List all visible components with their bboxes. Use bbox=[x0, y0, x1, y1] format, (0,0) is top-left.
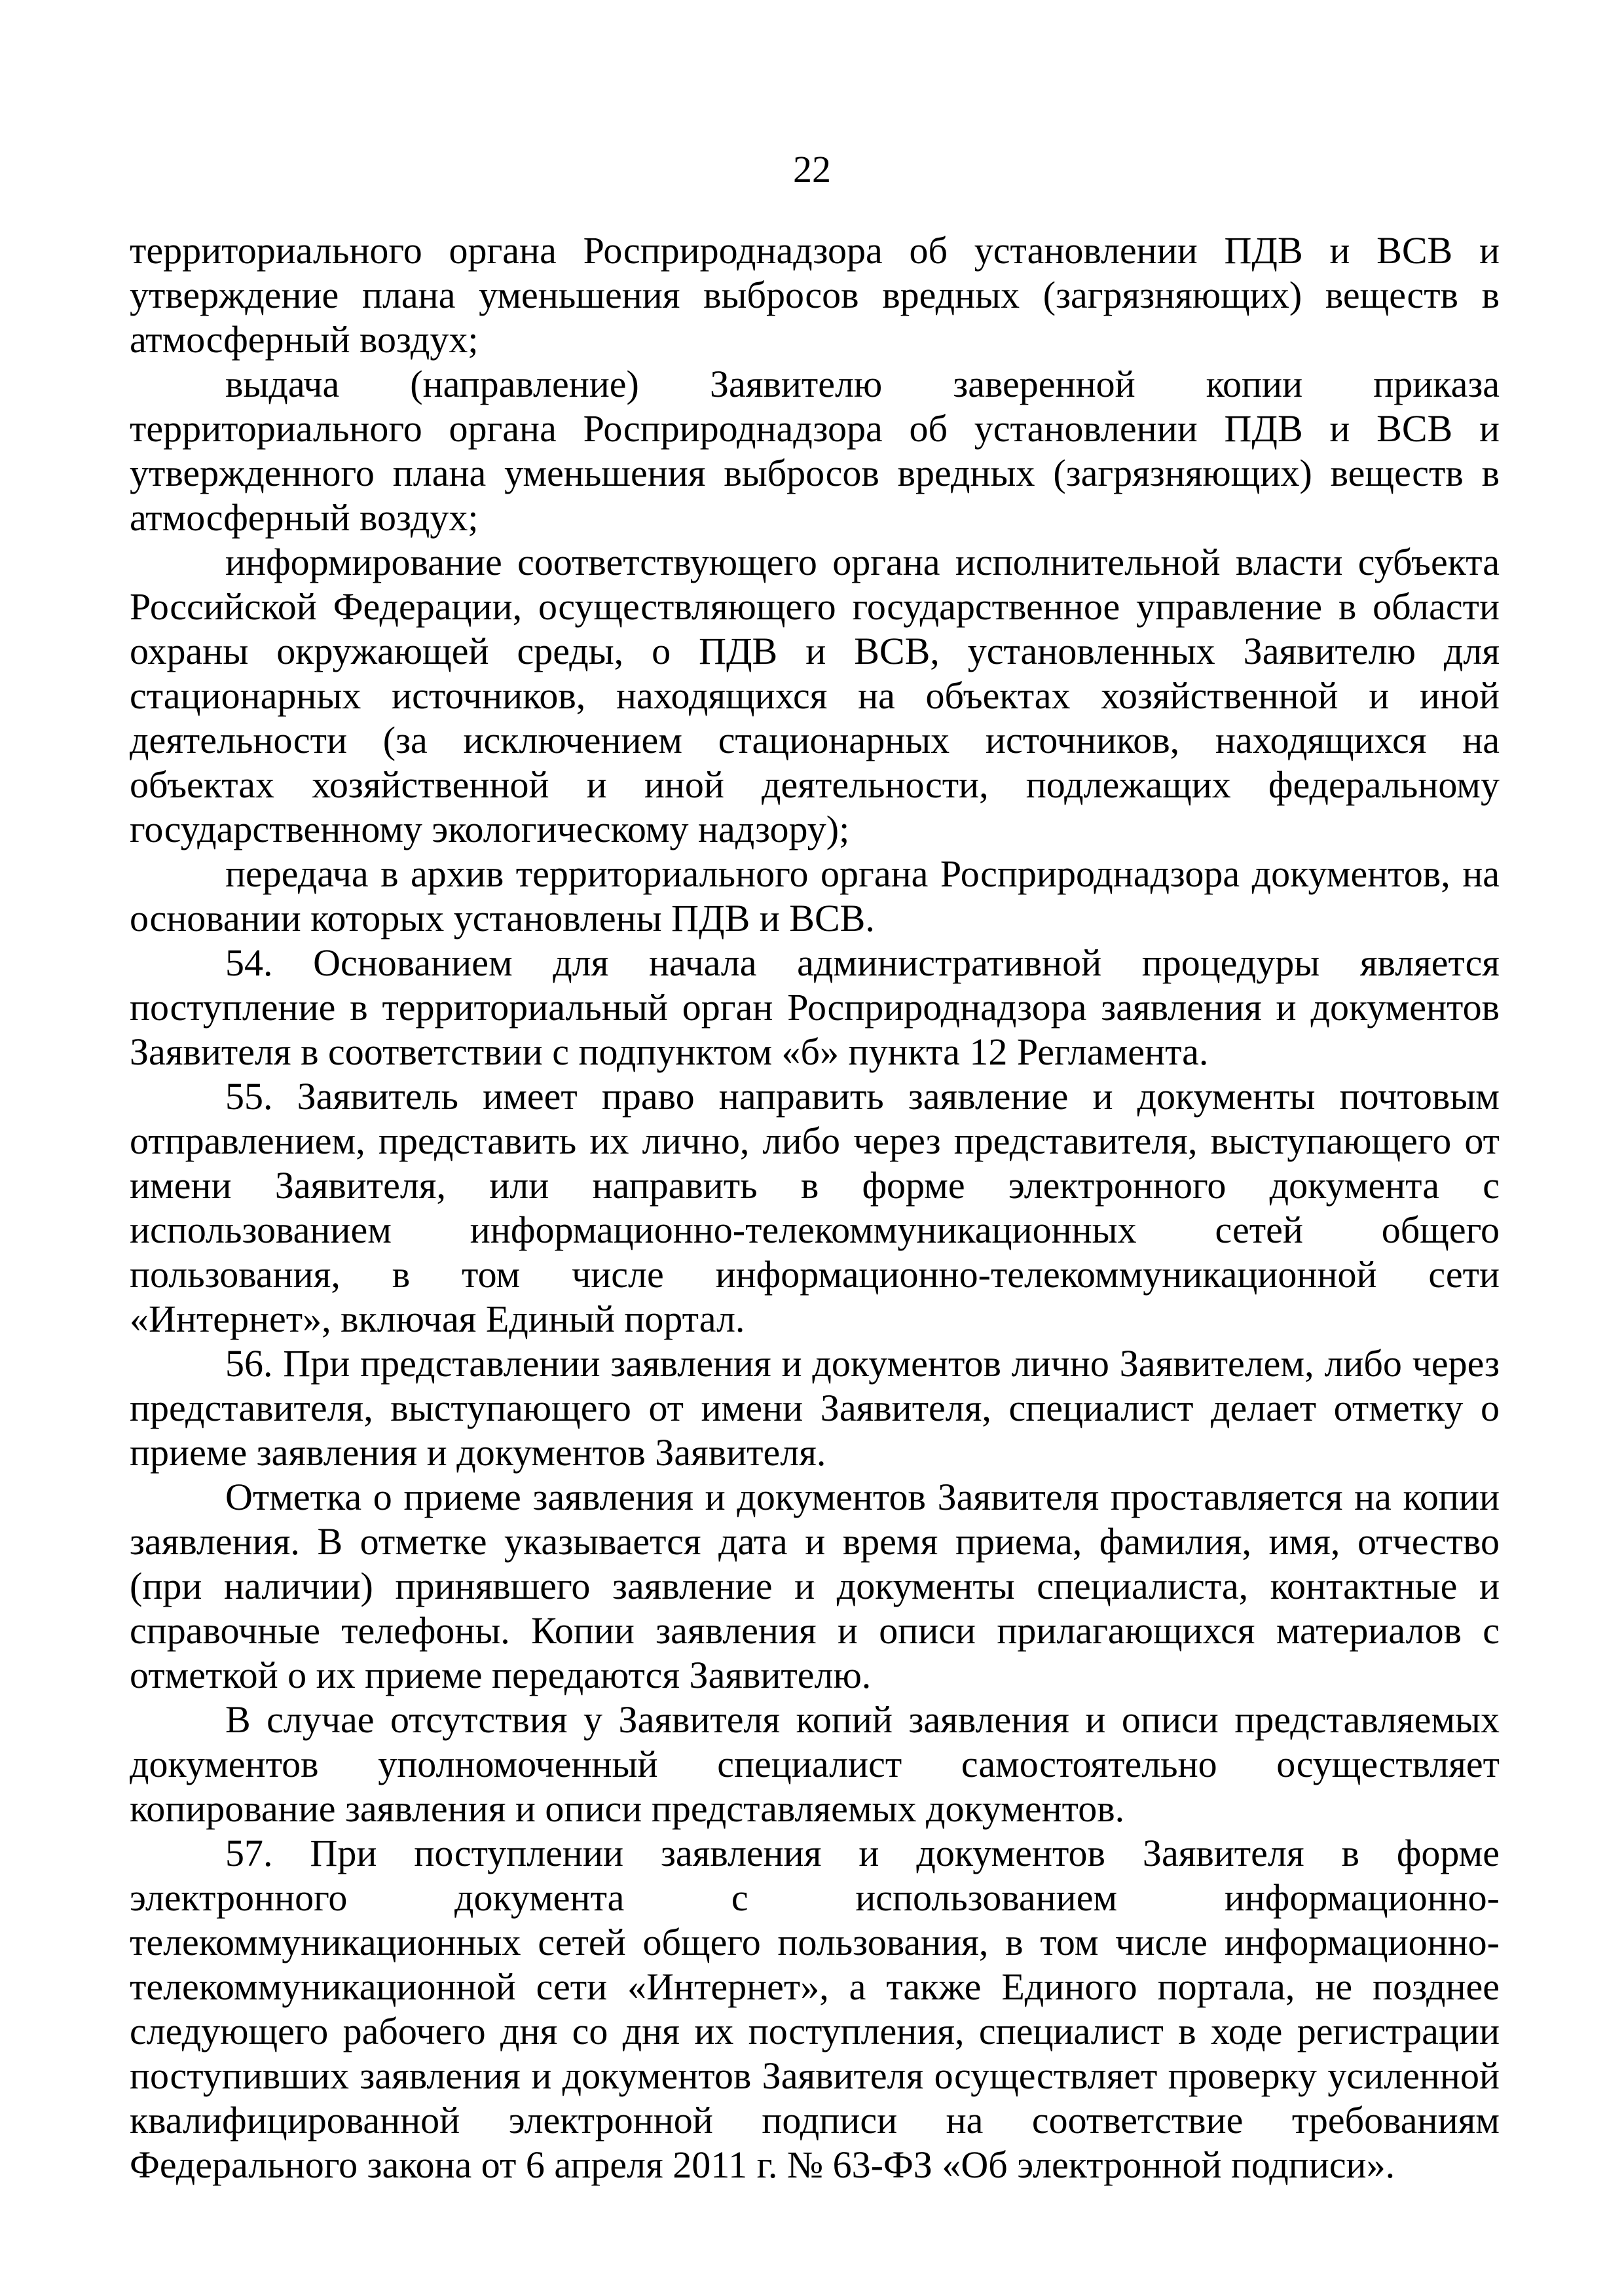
text-line: В случае отсутствия у Заявителя копий заявления и описи представляемых bbox=[225, 1698, 1500, 1741]
text-line: Российской Федерации, осуществляющего государственное управление в области bbox=[130, 585, 1500, 628]
text-line: документов уполномоченный специалист самостоятельно осуществляет bbox=[130, 1743, 1500, 1785]
text-line: передача в архив территориального органа Росприроднадзора документов, на bbox=[225, 852, 1500, 895]
text-line: «Интернет», включая Единый портал. bbox=[130, 1298, 745, 1340]
text-line: 54. Основанием для начала административной процедуры является bbox=[225, 941, 1500, 984]
text-line: имени Заявителя, или направить в форме электронного документа с bbox=[130, 1164, 1500, 1207]
text-line: выдача (направление) Заявителю заверенной копии приказа bbox=[225, 363, 1500, 405]
text-line: утвержденного плана уменьшения выбросов вредных (загрязняющих) веществ в bbox=[130, 452, 1500, 494]
text-line: объектах хозяйственной и иной деятельности, подлежащих федеральному bbox=[130, 763, 1500, 806]
paragraph bbox=[130, 852, 1500, 941]
paragraph bbox=[130, 1074, 1500, 1341]
text-line: Заявителя в соответствии с подпунктом «б» пункта 12 Регламента. bbox=[130, 1030, 1209, 1073]
text-line: приеме заявления и документов Заявителя. bbox=[130, 1431, 826, 1474]
text-line: телекоммуникационных сетей общего пользования, в том числе информационно- bbox=[130, 1921, 1500, 1963]
paragraph bbox=[130, 540, 1500, 852]
paragraph bbox=[130, 228, 1500, 362]
text-line: пользования, в том числе информационно-телекоммуникационной сети bbox=[130, 1253, 1500, 1296]
text-line: поступивших заявления и документов Заявителя осуществляет проверку усиленной bbox=[130, 2054, 1500, 2097]
paragraph bbox=[130, 362, 1500, 540]
paragraph bbox=[130, 1698, 1500, 1831]
text-line: атмосферный воздух; bbox=[130, 318, 479, 361]
text-line: охраны окружающей среды, о ПДВ и ВСВ, установленных Заявителю для bbox=[130, 630, 1500, 672]
page-number: 22 bbox=[793, 148, 831, 191]
text-line: электронного документа с использованием информационно- bbox=[130, 1876, 1500, 1919]
text-line: стационарных источников, находящихся на объектах хозяйственной и иной bbox=[130, 674, 1500, 717]
text-line: справочные телефоны. Копии заявления и описи прилагающихся материалов с bbox=[130, 1609, 1500, 1652]
text-line: следующего рабочего дня со дня их поступления, специалист в ходе регистрации bbox=[130, 2010, 1500, 2052]
text-line: основании которых установлены ПДВ и ВСВ. bbox=[130, 897, 875, 939]
text-line: государственному экологическому надзору); bbox=[130, 808, 850, 850]
document-body bbox=[130, 228, 1500, 2187]
text-line: территориального органа Росприроднадзора об установлении ПДВ и ВСВ и bbox=[130, 407, 1500, 450]
text-line: заявления. В отметке указывается дата и время приема, фамилия, имя, отчество bbox=[130, 1520, 1500, 1563]
paragraph bbox=[130, 1475, 1500, 1698]
paragraph bbox=[130, 941, 1500, 1074]
text-line: 57. При поступлении заявления и документов Заявителя в форме bbox=[225, 1832, 1500, 1874]
text-line: 55. Заявитель имеет право направить заявление и документы почтовым bbox=[225, 1075, 1500, 1118]
text-line: информирование соответствующего органа исполнительной власти субъекта bbox=[225, 541, 1500, 583]
text-line: использованием информационно-телекоммуникационных сетей общего bbox=[130, 1209, 1500, 1251]
paragraph bbox=[130, 1341, 1500, 1475]
text-line: атмосферный воздух; bbox=[130, 496, 479, 539]
text-line: квалифицированной электронной подписи на соответствие требованиям bbox=[130, 2099, 1500, 2141]
paragraph bbox=[130, 1831, 1500, 2187]
text-line: (при наличии) принявшего заявление и документы специалиста, контактные и bbox=[130, 1565, 1500, 1607]
text-line: отметкой о их приеме передаются Заявителю. bbox=[130, 1654, 872, 1696]
text-line: Отметка о приеме заявления и документов Заявителя проставляется на копии bbox=[225, 1476, 1500, 1518]
text-line: поступление в территориальный орган Росприроднадзора заявления и документов bbox=[130, 986, 1500, 1029]
text-line: утверждение плана уменьшения выбросов вредных (загрязняющих) веществ в bbox=[130, 274, 1500, 316]
text-line: деятельности (за исключением стационарных источников, находящихся на bbox=[130, 719, 1500, 761]
text-line: копирование заявления и описи представляемых документов. bbox=[130, 1787, 1125, 1830]
text-line: телекоммуникационной сети «Интернет», а также Единого портала, не позднее bbox=[130, 1965, 1500, 2008]
text-line: территориального органа Росприроднадзора об установлении ПДВ и ВСВ и bbox=[130, 229, 1500, 272]
text-line: 56. При представлении заявления и документов лично Заявителем, либо через bbox=[225, 1342, 1500, 1385]
text-line: представителя, выступающего от имени Заявителя, специалист делает отметку о bbox=[130, 1387, 1500, 1429]
text-line: Федерального закона от 6 апреля 2011 г. № 63-ФЗ «Об электронной подписи». bbox=[130, 2143, 1395, 2186]
text-line: отправлением, представить их лично, либо через представителя, выступающего от bbox=[130, 1120, 1500, 1162]
